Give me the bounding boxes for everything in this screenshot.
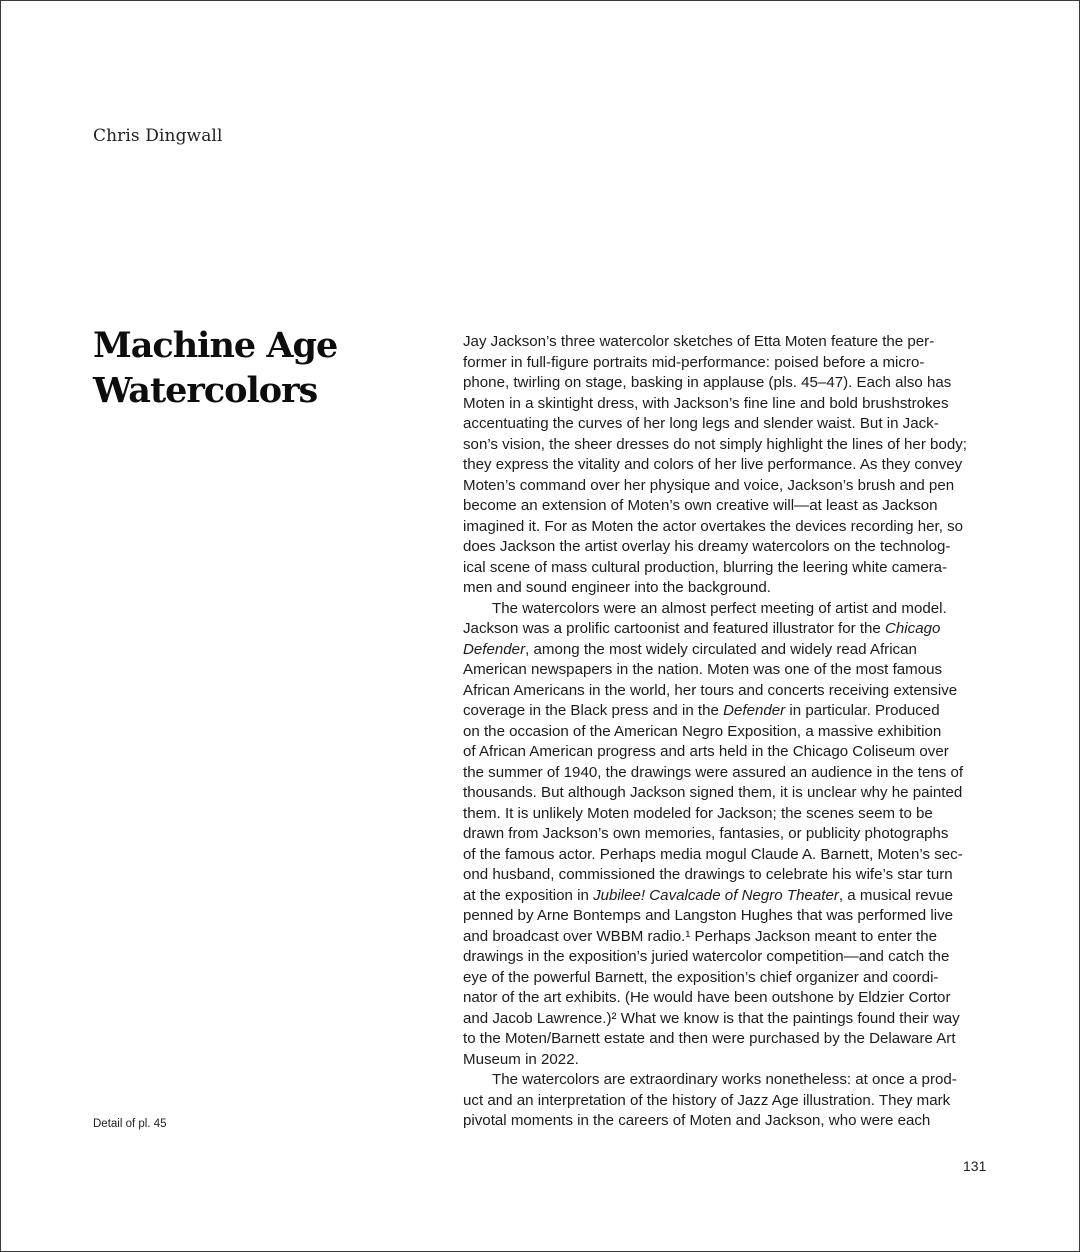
body-text-segment: coverage in the Black press and in the (463, 702, 724, 719)
body-text-segment: the summer of 1940, the drawings were assured an audience in the tens of (463, 763, 964, 781)
body-text-segment: and broadcast over WBBM radio.¹ Perhaps Jackson meant to enter the (463, 927, 938, 945)
body-line (463, 845, 993, 866)
body-line (463, 640, 993, 661)
body-line (463, 558, 993, 579)
body-text-segment: drawn from Jackson’s own memories, fantasies, or publicity photographs (463, 825, 949, 842)
body-line (463, 435, 993, 456)
body-line (463, 660, 993, 681)
body-line (463, 578, 993, 599)
body-line (463, 455, 993, 476)
body-line (463, 517, 993, 538)
body-text-segment: in particular. Produced (785, 702, 940, 719)
body-line (463, 599, 993, 620)
italic-text: Defender (463, 640, 526, 658)
body-line (463, 619, 993, 640)
body-line (463, 804, 993, 825)
body-text-segment: imagined it. For as Moten the actor overtakes the devices recording her, so (463, 517, 964, 535)
body-line (463, 1070, 993, 1091)
body-text-segment: , a musical revue (838, 886, 953, 904)
body-line (463, 1009, 993, 1030)
body-line (463, 496, 993, 517)
body-text-segment: thousands. But although Jackson signed them, it is unclear why he painted (463, 784, 963, 801)
body-line (463, 865, 993, 886)
body-text-segment: former in full-figure portraits mid-performance: poised before a micro- (463, 353, 925, 371)
title-line: Watercolors (93, 370, 318, 411)
italic-text: Chicago (885, 620, 941, 637)
body-line (463, 394, 993, 415)
body-text-segment: of the famous actor. Perhaps media mogul Claude A. Barnett, Moten’s sec- (463, 845, 963, 863)
body-text-segment: to the Moten/Barnett estate and then were purchased by the Delaware Art (463, 1030, 956, 1047)
body-text-segment: pivotal moments in the careers of Moten and Jackson, who were each (463, 1112, 931, 1129)
body-line (463, 353, 993, 374)
body-line (463, 947, 993, 968)
body-line (463, 988, 993, 1009)
body-text-segment: Moten’s command over her physique and voice, Jackson’s brush and pen (463, 476, 955, 494)
body-text-segment: at the exposition in (463, 886, 594, 904)
body-line (463, 681, 993, 702)
body-line (463, 701, 993, 722)
body-text-segment: ond husband, commissioned the drawings to celebrate his wife’s star turn (463, 866, 953, 883)
body-text-segment: men and sound engineer into the background. (463, 579, 771, 596)
body-text-segment: , among the most widely circulated and widely read African (525, 640, 917, 658)
body-line (463, 332, 993, 353)
author-name: Chris Dingwall (93, 126, 223, 146)
body-line (463, 1111, 993, 1132)
body-text-segment: eye of the powerful Barnett, the exposition’s chief organizer and coordi- (463, 968, 939, 986)
body-text-segment: The watercolors are extraordinary works nonetheless: at once a prod- (492, 1071, 957, 1088)
body-text-segment: Jay Jackson’s three watercolor sketches of Etta Moten feature the per- (463, 333, 935, 350)
body-text-segment: accentuating the curves of her long legs and slender waist. But in Jack- (463, 415, 939, 432)
body-line (463, 783, 993, 804)
figure-caption: Detail of pl. 45 (93, 1118, 167, 1130)
body-text-segment: become an extension of Moten’s own creative will—at least as Jackson (463, 497, 938, 514)
body-text-segment: does Jackson the artist overlay his dreamy watercolors on the technolog- (463, 538, 951, 555)
body-text-segment: they express the vitality and colors of her live performance. As they convey (463, 456, 963, 473)
body-text-segment: Jackson was a prolific cartoonist and featured illustrator for the (463, 620, 885, 637)
body-line (463, 824, 993, 845)
body-line (463, 1029, 993, 1050)
body-text-segment: African Americans in the world, her tours and concerts receiving extensive (463, 681, 958, 699)
body-line (463, 742, 993, 763)
article-title (93, 323, 433, 413)
body-line (463, 373, 993, 394)
body-line (463, 476, 993, 497)
body-text-segment: phone, twirling on stage, basking in applause (pls. 45–47). Each also has (463, 374, 952, 391)
title-line: Machine Age (93, 325, 338, 366)
body-line (463, 763, 993, 784)
body-line (463, 414, 993, 435)
body-text-segment: American newspapers in the nation. Moten was one of the most famous (463, 661, 943, 678)
italic-text: Jubilee! Cavalcade of Negro Theater (593, 886, 839, 904)
italic-text: Defender (723, 702, 786, 719)
body-text-segment: nator of the art exhibits. (He would have been outshone by Eldzier Cortor (463, 989, 951, 1006)
page-number: 131 (963, 1158, 987, 1174)
body-text-segment: of African American progress and arts held in the Chicago Coliseum over (463, 743, 949, 760)
body-text-segment: Moten in a skintight dress, with Jackson’s fine line and bold brushstrokes (463, 394, 949, 412)
body-line (463, 927, 993, 948)
body-text-segment: ical scene of mass cultural production, blurring the leering white camera- (463, 558, 948, 576)
article-body (463, 332, 993, 1132)
body-line (463, 886, 993, 907)
body-text-segment: drawings in the exposition’s juried watercolor competition—and catch the (463, 948, 950, 965)
body-line (463, 537, 993, 558)
body-line (463, 968, 993, 989)
body-text-segment: on the occasion of the American Negro Exposition, a massive exhibition (463, 722, 942, 740)
body-line (463, 906, 993, 927)
body-text-segment: and Jacob Lawrence.)² What we know is that the paintings found their way (463, 1009, 960, 1027)
body-text-segment: Museum in 2022. (463, 1050, 579, 1068)
body-line (463, 722, 993, 743)
body-text-segment: them. It is unlikely Moten modeled for Jackson; the scenes seem to be (463, 804, 933, 822)
body-text-segment: penned by Arne Bontemps and Langston Hughes that was performed live (463, 907, 954, 924)
body-text-segment: son’s vision, the sheer dresses do not simply highlight the lines of her body; (463, 435, 967, 453)
body-line (463, 1050, 993, 1071)
body-line (463, 1091, 993, 1112)
body-text-segment: The watercolors were an almost perfect meeting of artist and model. (492, 599, 947, 617)
body-text-segment: uct and an interpretation of the history of Jazz Age illustration. They mark (463, 1091, 951, 1109)
